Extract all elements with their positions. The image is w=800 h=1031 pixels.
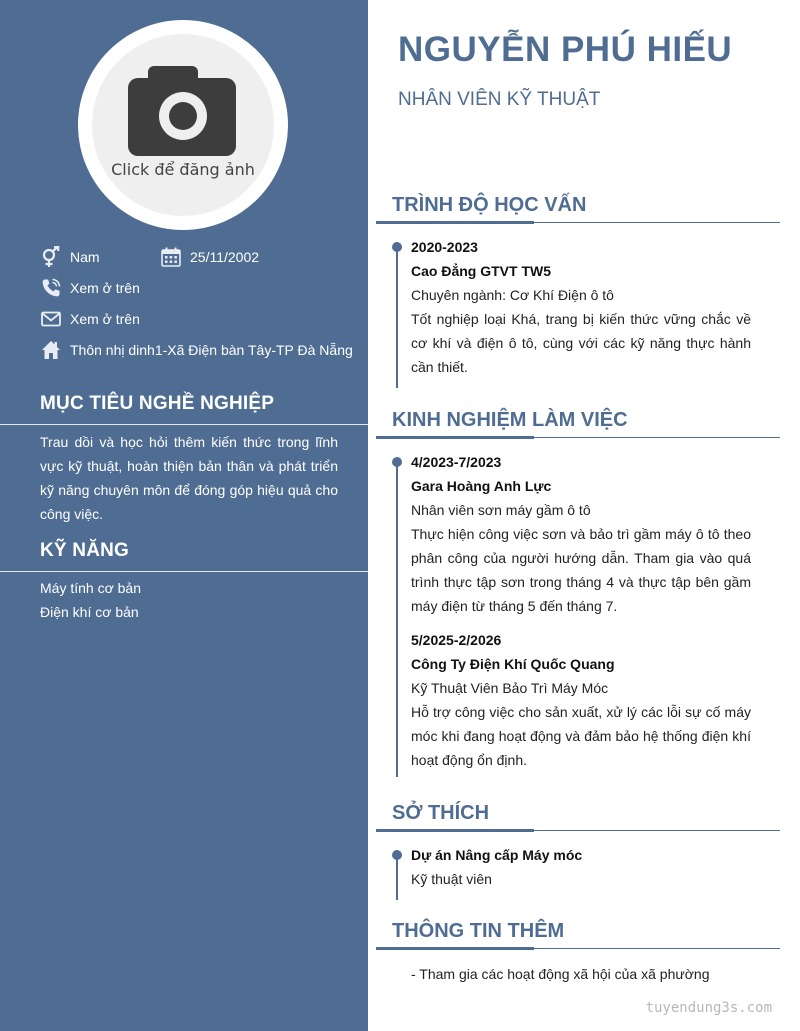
hobby-detail: Kỹ thuật viên: [411, 871, 492, 887]
hobbies-divider-accent: [376, 829, 534, 832]
address-row: [40, 339, 353, 361]
gender-icon: [40, 246, 62, 268]
experience-position: Kỹ Thuật Viên Bảo Trì Máy Móc: [411, 680, 609, 696]
experience-entry: [411, 628, 751, 772]
hobby-title: Dự án Nâng cấp Máy móc: [411, 847, 583, 863]
experience-timeline: [396, 459, 398, 777]
candidate-title: NHÂN VIÊN KỸ THUẬT: [398, 89, 601, 110]
experience-divider-accent: [376, 436, 534, 439]
experience-position: Nhân viên sơn máy gầm ô tô: [411, 502, 591, 518]
objective-heading: MỤC TIÊU NGHỀ NGHIỆP: [40, 393, 275, 414]
timeline-dot: [392, 850, 402, 860]
avatar-caption: Click để đăng ảnh: [111, 160, 255, 179]
camera-icon: [128, 62, 238, 158]
education-timeline: [396, 244, 398, 388]
experience-company: Công Ty Điện Khí Quốc Quang: [411, 656, 615, 672]
skill-item: Máy tính cơ bản: [40, 580, 142, 596]
hobbies-heading: SỞ THÍCH: [392, 802, 490, 824]
sidebar: [0, 0, 368, 1031]
gender-row: [40, 246, 100, 268]
skill-item: Điện khí cơ bản: [40, 604, 139, 620]
timeline-dot: [392, 242, 402, 252]
dob-value: 25/11/2002: [190, 249, 260, 265]
dob-row: [160, 246, 259, 268]
avatar-upload[interactable]: [92, 34, 274, 216]
avatar-frame: [78, 20, 288, 230]
experience-company: Gara Hoàng Anh Lực: [411, 478, 552, 494]
home-icon: [40, 339, 62, 361]
gender-value: Nam: [70, 249, 100, 265]
education-school: Cao Đẳng GTVT TW5: [411, 263, 551, 279]
education-major: Chuyên ngành: Cơ Khí Điện ô tô: [411, 287, 614, 303]
skills-divider: [0, 571, 368, 572]
objective-divider: [0, 424, 368, 425]
address-value: Thôn nhị dinh1-Xã Điện bàn Tây-TP Đà Nẵng: [70, 342, 353, 358]
education-heading: TRÌNH ĐỘ HỌC VẤN: [392, 194, 587, 216]
email-icon: [40, 308, 62, 330]
calendar-icon: [160, 246, 182, 268]
phone-value: Xem ở trên: [70, 280, 140, 296]
timeline-dot: [392, 457, 402, 467]
education-period: 2020-2023: [411, 239, 478, 255]
watermark: tuyendung3s.com: [645, 1000, 772, 1016]
objective-text: Trau dồi và học hỏi thêm kiến thức trong lĩnh vực kỹ thuật, hoàn thiện bản thân và phát triển kỹ năng chuyên môn để đóng góp hiệu quả cho công việc.: [40, 434, 338, 522]
phone-icon: [40, 277, 62, 299]
hobby-entry: [411, 843, 751, 891]
experience-period: 5/2025-2/2026: [411, 632, 502, 648]
education-entry: [411, 235, 751, 379]
candidate-name: NGUYỄN PHÚ HIẾU: [398, 30, 733, 69]
additional-divider-accent: [376, 947, 534, 950]
skills-heading: KỸ NĂNG: [40, 540, 130, 561]
email-value: Xem ở trên: [70, 311, 140, 327]
phone-row: [40, 277, 140, 299]
additional-heading: THÔNG TIN THÊM: [392, 920, 565, 942]
experience-description: Thực hiện công việc sơn và bảo trì gầm máy ô tô theo phân công của người hướng dẫn. Tham gia vào quá trình thực tập sơn trong tháng 4 và thực tập bên gầm máy điện từ tháng 5 đến tháng 7.: [411, 526, 751, 614]
experience-heading: KINH NGHIỆM LÀM VIỆC: [392, 409, 628, 431]
additional-text: - Tham gia các hoạt động xã hội của xã phường: [411, 966, 710, 982]
experience-description: Hỗ trợ công việc cho sản xuất, xử lý các lỗi sự cố máy móc khi đang hoạt động và đảm bảo hệ thống điện khí hoạt động ổn định.: [411, 704, 751, 768]
experience-period: 4/2023-7/2023: [411, 454, 502, 470]
education-divider-accent: [376, 221, 534, 224]
experience-entry: [411, 450, 751, 618]
email-row: [40, 308, 140, 330]
education-description: Tốt nghiệp loại Khá, trang bị kiến thức vững chắc về cơ khí và điện ô tô, cùng với các kỹ năng thực hành cần thiết.: [411, 311, 751, 375]
